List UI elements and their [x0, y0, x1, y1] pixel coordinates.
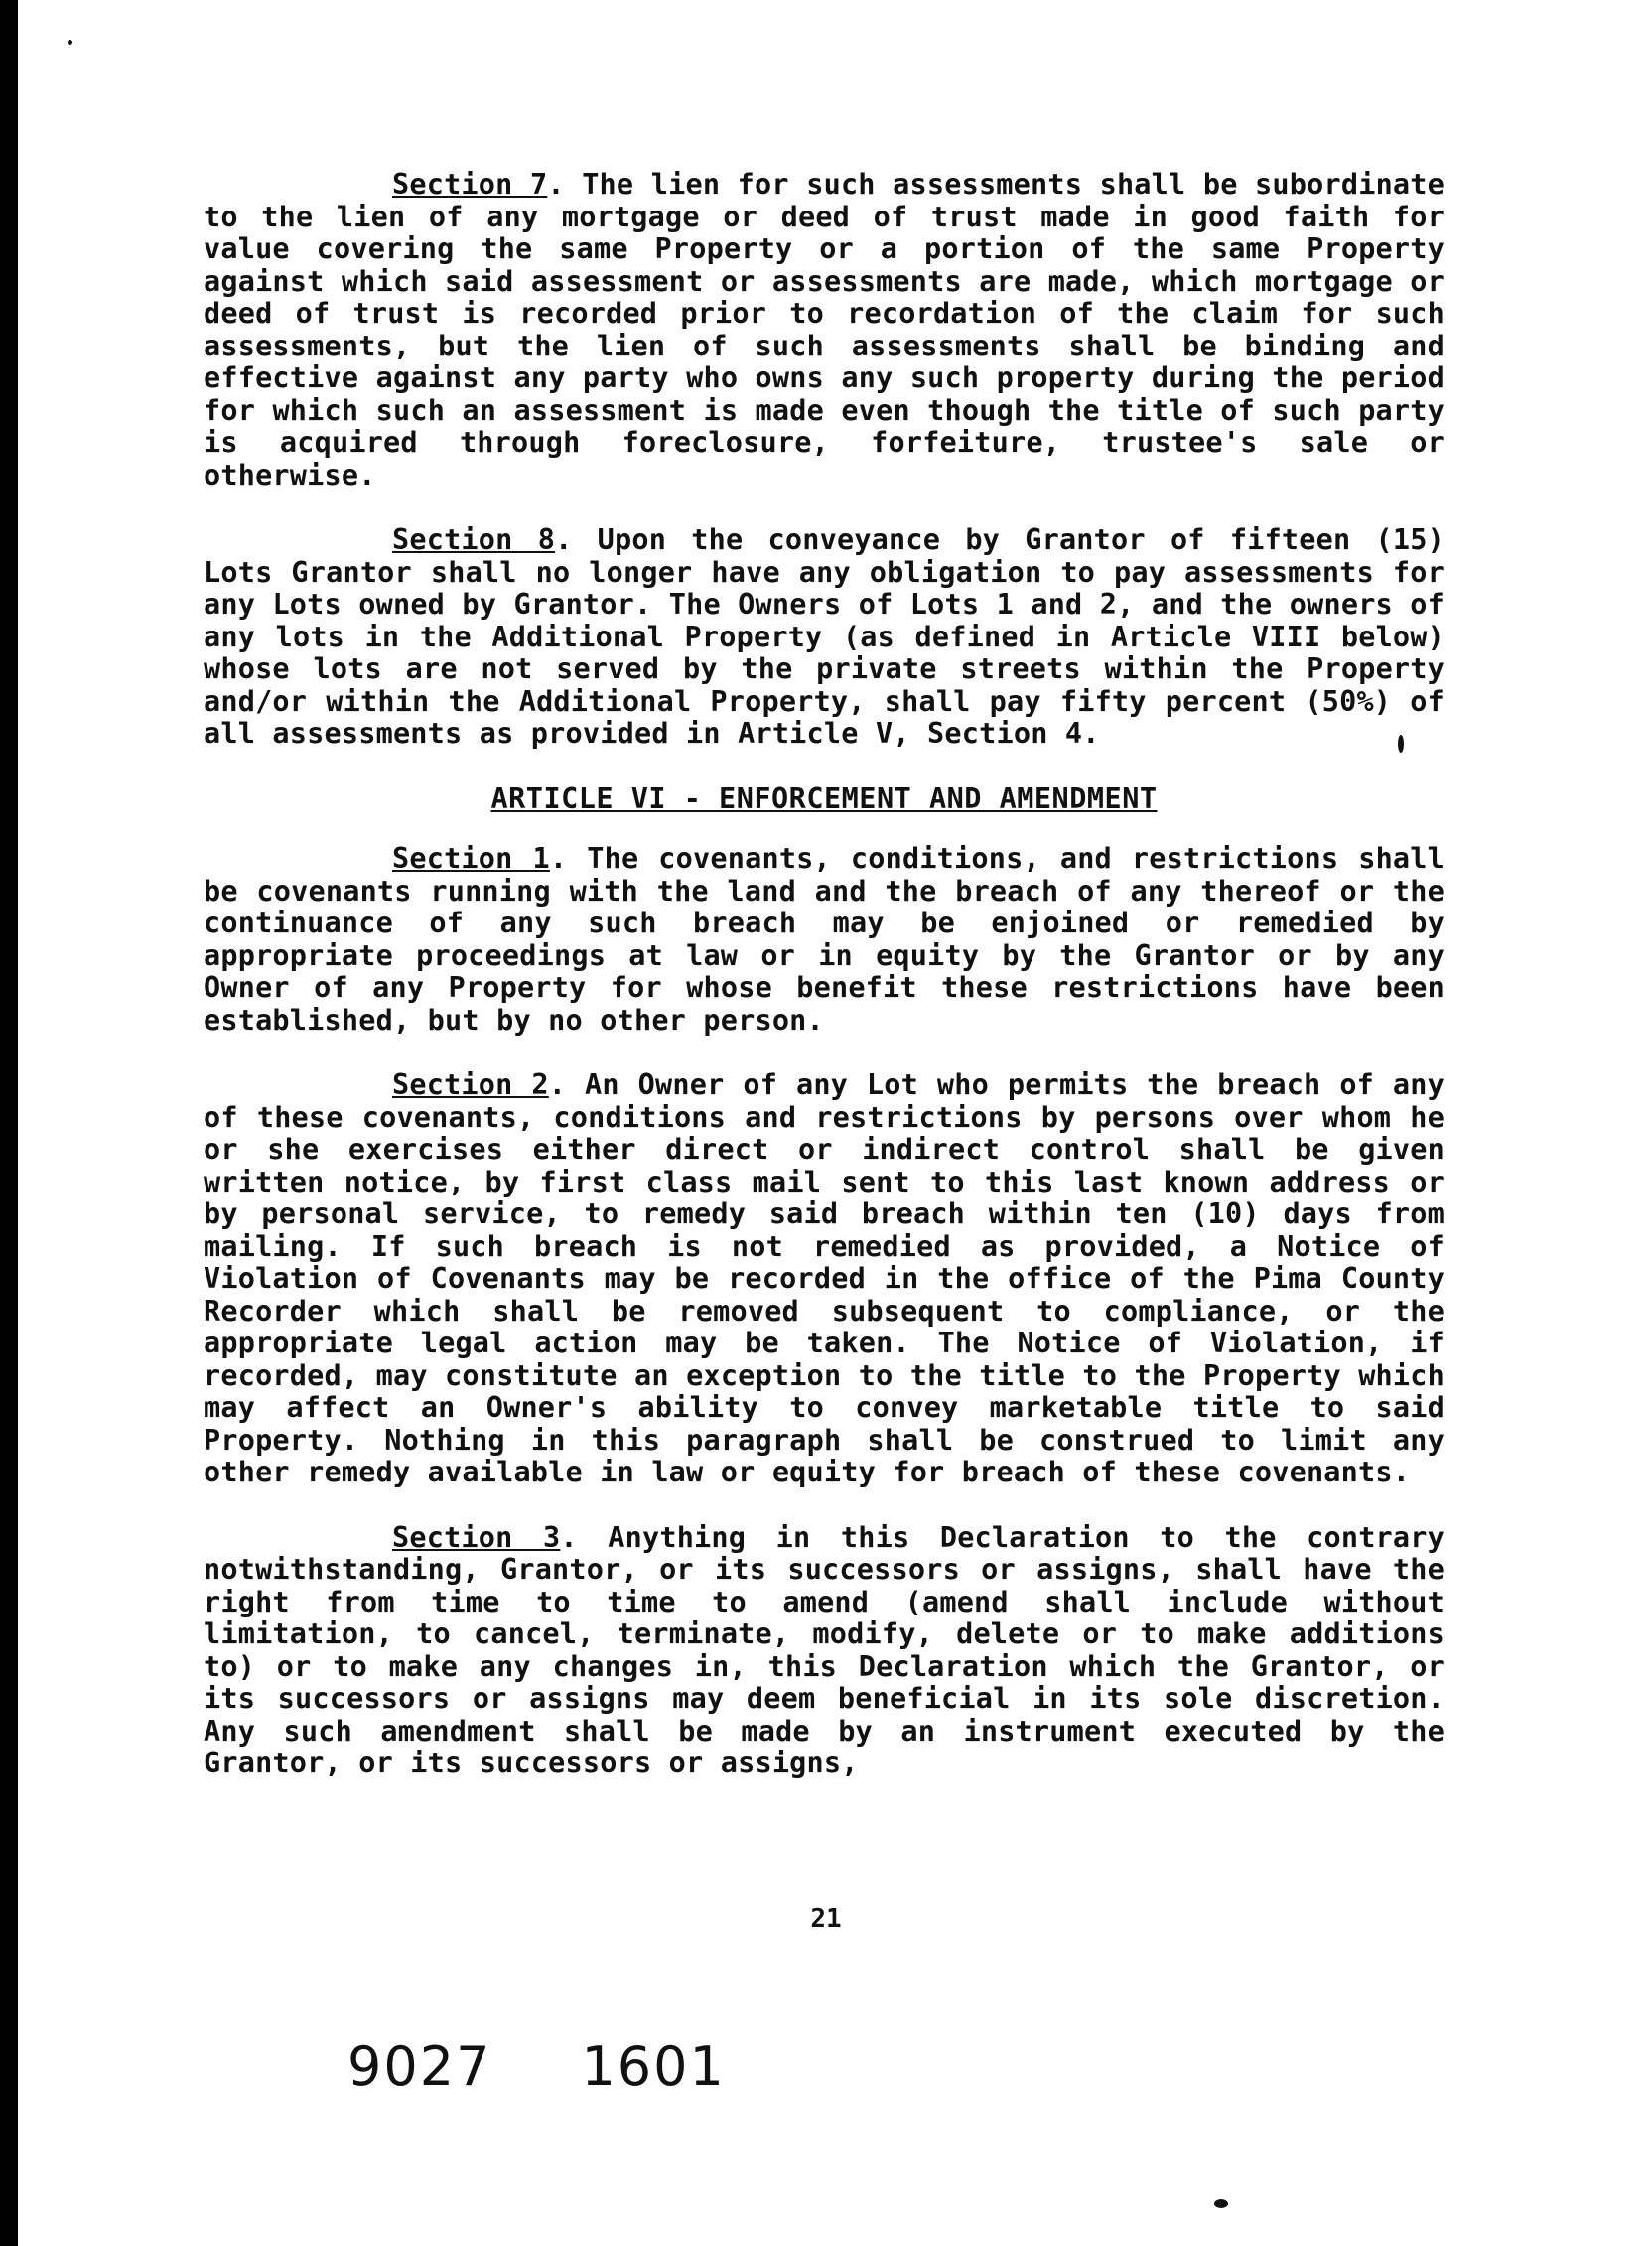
page-number: 21: [810, 1904, 842, 1934]
article-6-section-2-text: . An Owner of any Lot who permits the breach of any of these covenants, conditions and restrictions by persons over whom he or she exercises either direct or indirect control shall be given written notice, by first class mail sent to this last known address or by personal service, to remedy said breach within ten (10) days from mailing. If such breach is not remedied as provided, a Notice of Violation of Covenants may be recorded in the office of the Pima County Recorder which shall be removed subsequent to compliance, or the appropriate legal action may be taken. The Notice of Violation, if recorded, may constitute an exception to the title to the Property which may affect an Owner's ability to convey marketable title to said Property. Nothing in this paragraph shall be construed to limit any other remedy available in law or equity for breach of these covenants.: [204, 1068, 1446, 1488]
article-6-section-2-paragraph: [204, 1069, 1445, 1489]
section-8-text: . Upon the conveyance by Grantor of fifteen (15) Lots Grantor shall no longer have any obligation to pay assessments for any Lots owned by Grantor. The Owners of Lots 1 and 2, and the owners of any lots in the Additional Property (as defined in Article VIII below) whose lots are not served by the private streets within the Property and/or within the Additional Property, shall pay fifty percent (50%) of all assessments as provided in Article V, Section 4.: [204, 523, 1445, 750]
document-body: [204, 169, 1445, 1813]
article-6-section-2-label: Section 2: [392, 1068, 549, 1101]
article-heading: ARTICLE VI - ENFORCEMENT AND AMENDMENT: [490, 781, 1158, 815]
article-6-section-1-paragraph: [204, 843, 1445, 1037]
section-8-label: Section 8: [392, 523, 556, 556]
section-7-label: Section 7: [392, 168, 548, 201]
article-6-section-1-label: Section 1: [392, 842, 550, 875]
section-8-paragraph: [204, 524, 1445, 751]
document-number-first: 9027: [347, 2035, 492, 2098]
section-7-paragraph: [204, 169, 1445, 491]
section-7-text: . The lien for such assessments shall be subordinate to the lien of any mortgage or deed of trust made in good faith for value covering the same Property or a portion of the same Property against which said assessment or assessments are made, which mortgage or deed of trust is recorded prior to recordation of the claim for such assessments, but the lien of such assessments shall be binding and effective against any party who owns any such property during the period for which such an assessment is made even though the title of such party is acquired through foreclosure, forfeiture, trustee's sale or otherwise.: [204, 168, 1445, 491]
article-6-section-1-text: . The covenants, conditions, and restrictions shall be covenants running with the land and the breach of any thereof or the continuance of any such breach may be enjoined or remedied by appropriate proceedings at law or in equity by the Grantor or by any Owner of any Property for whose benefit these restrictions have been established, but by no other person.: [204, 842, 1445, 1037]
article-6-section-3-paragraph: [204, 1522, 1445, 1780]
scan-speck: [68, 40, 72, 45]
document-number-second: 1601: [581, 2035, 726, 2098]
article-6-section-3-text: . Anything in this Declaration to the contrary notwithstanding, Grantor, or its successors or assigns, shall have the right from time to time to amend (amend shall include without limitation, to cancel, terminate, modify, delete or to make additions to) or to make any changes in, this Declaration which the Grantor, or its successors or assigns may deem beneficial in its sole discretion. Any such amendment shall be made by an instrument executed by the Grantor, or its successors or assigns,: [204, 1520, 1445, 1779]
scan-speck: [1214, 2199, 1228, 2208]
article-6-section-3-label: Section 3: [392, 1520, 561, 1554]
document-number: [347, 2035, 815, 2098]
